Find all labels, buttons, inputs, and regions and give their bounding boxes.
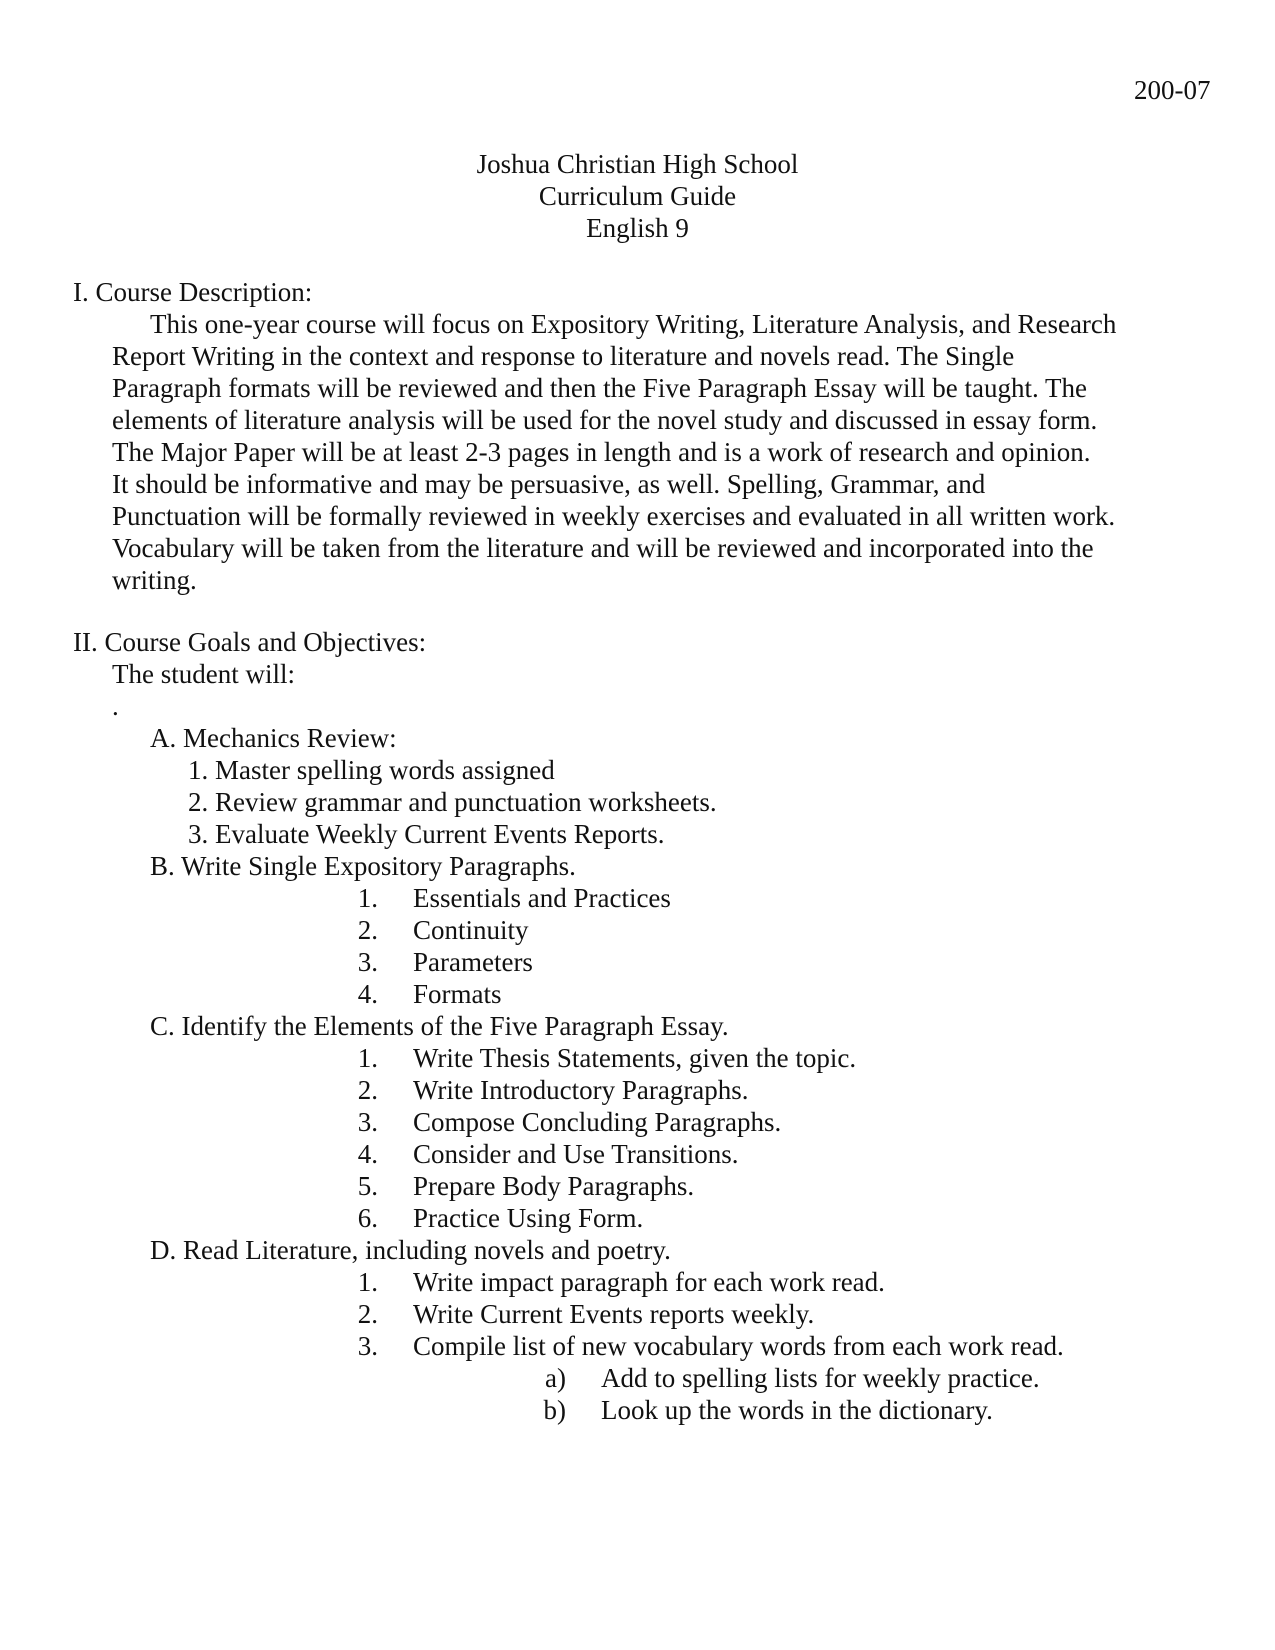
list-text: Practice Using Form. [413,1203,644,1233]
list-number: 2. [357,1075,378,1105]
list-text: Parameters [413,947,533,977]
list-number: 3. [357,1107,378,1137]
list-number: 2. [357,915,378,945]
list-text: Formats [413,979,502,1009]
course-name: English 9 [586,213,689,243]
course-description-heading: I. Course Description: [73,277,313,307]
list-number: 5. [357,1171,378,1201]
list-number: 6. [357,1203,378,1233]
description-line: This one-year course will focus on Expository Writing, Literature Analysis, and Research [150,309,1117,339]
description-line: elements of literature analysis will be used for the novel study and discussed in essay form. [112,405,1098,435]
list-text: Compile list of new vocabulary words from each work read. [413,1331,1064,1361]
goals-heading: II. Course Goals and Objectives: [73,627,427,657]
course-description-paragraph [112,308,1172,596]
description-line: Report Writing in the context and response to literature and novels read. The Single [112,341,1015,371]
list-text: Continuity [413,915,529,945]
document-title: Curriculum Guide [538,181,737,211]
mechanics-item: 3. Evaluate Weekly Current Events Reports. [188,819,665,849]
list-text: Consider and Use Transitions. [413,1139,739,1169]
page-number: 200-07 [1134,75,1211,105]
sub-list-text: Look up the words in the dictionary. [601,1395,993,1425]
list-number: 1. [357,883,378,913]
list-number: 1. [357,1043,378,1073]
description-line: The Major Paper will be at least 2-3 pages in length and is a work of research and opinion. [112,437,1091,467]
description-line: Punctuation will be formally reviewed in weekly exercises and evaluated in all written work. [112,501,1116,531]
mechanics-review-heading: A. Mechanics Review: [150,723,397,753]
school-name: Joshua Christian High School [476,149,799,179]
mechanics-item: 1. Master spelling words assigned [188,755,555,785]
sub-list-text: Add to spelling lists for weekly practice. [601,1363,1040,1393]
mechanics-item: 2. Review grammar and punctuation worksheets. [188,787,717,817]
stray-dot: . [112,691,119,721]
essay-elements-heading: C. Identify the Elements of the Five Paragraph Essay. [150,1011,729,1041]
list-number: 3. [357,1331,378,1361]
list-text: Prepare Body Paragraphs. [413,1171,695,1201]
list-number: 3. [357,947,378,977]
description-line: Paragraph formats will be reviewed and then the Five Paragraph Essay will be taught. The [112,373,1087,403]
list-number: 1. [357,1267,378,1297]
read-literature-heading: D. Read Literature, including novels and poetry. [150,1235,671,1265]
paragraphs-heading: B. Write Single Expository Paragraphs. [150,851,576,881]
sub-list-letter: a) [545,1363,566,1393]
description-line: Vocabulary will be taken from the literature and will be reviewed and incorporated into the [112,533,1094,563]
list-number: 4. [357,1139,378,1169]
list-text: Essentials and Practices [413,883,671,913]
list-number: 4. [357,979,378,1009]
list-text: Write Current Events reports weekly. [413,1299,815,1329]
list-text: Write Introductory Paragraphs. [413,1075,749,1105]
goals-intro: The student will: [112,659,295,689]
list-text: Write impact paragraph for each work read. [413,1267,885,1297]
list-number: 2. [357,1299,378,1329]
sub-list-letter: b) [543,1395,566,1425]
list-text: Write Thesis Statements, given the topic. [413,1043,857,1073]
description-line: writing. [112,565,197,595]
description-line: It should be informative and may be persuasive, as well. Spelling, Grammar, and [112,469,986,499]
list-text: Compose Concluding Paragraphs. [413,1107,782,1137]
